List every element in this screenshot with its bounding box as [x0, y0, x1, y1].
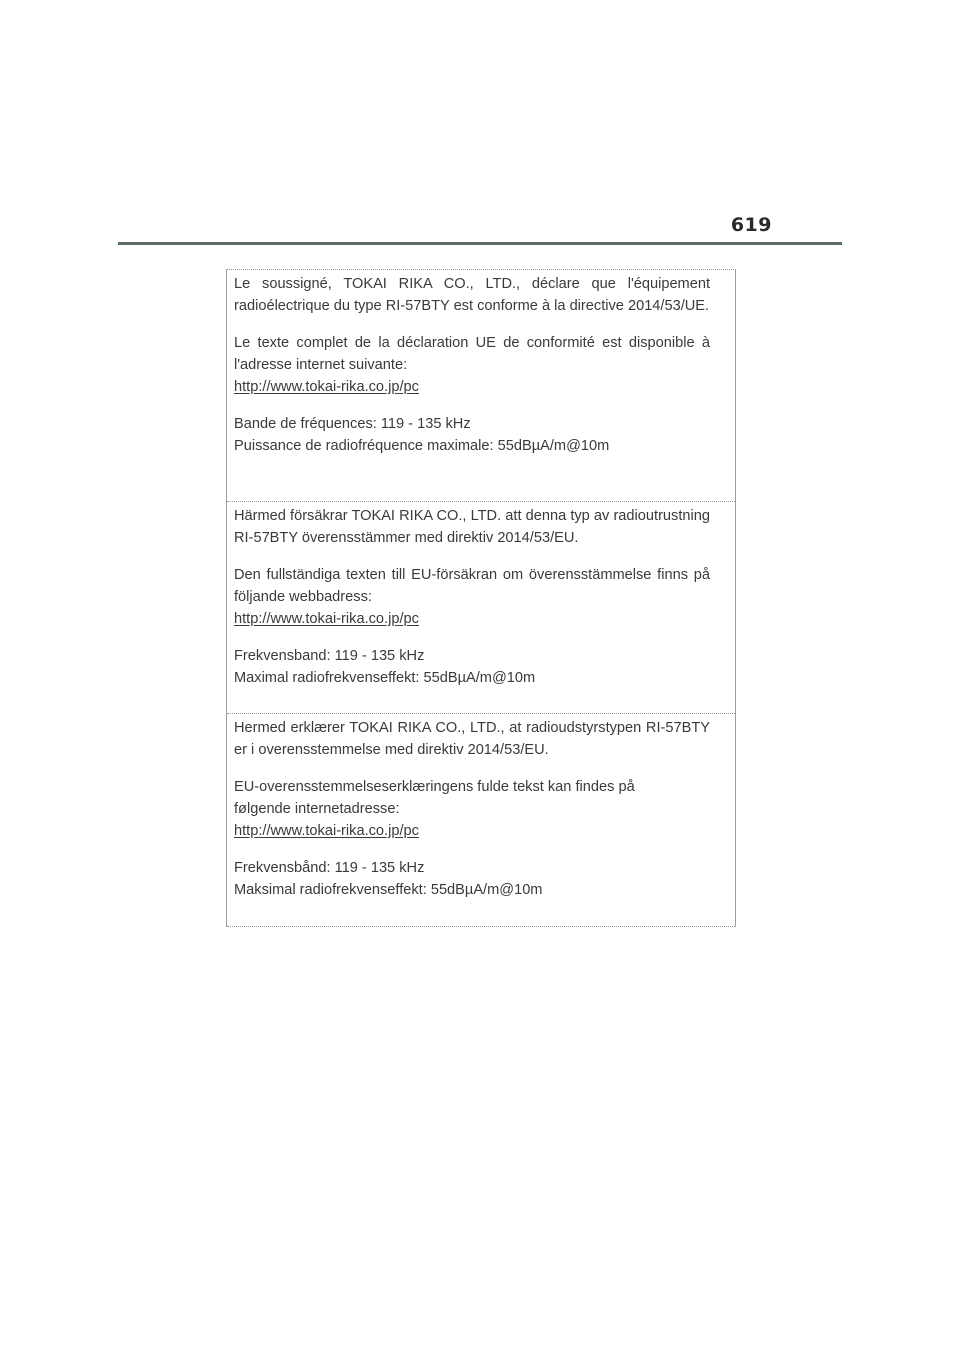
- declaration-availability-line2: følgende internetadresse:: [234, 801, 400, 817]
- max-power: Maksimal radiofrekvenseffekt: 55dBµA/m@10m: [234, 882, 543, 898]
- max-power: Maximal radiofrekvenseffekt: 55dBµA/m@10m: [234, 670, 536, 686]
- declaration-availability-line1: EU-overensstemmelseserklæringens fulde tekst kan findes på: [234, 779, 635, 795]
- declaration-url-link[interactable]: http://www.tokai-rika.co.jp/pc: [234, 611, 419, 627]
- max-power: Puissance de radiofréquence maximale: 55dBµA/m@10m: [234, 438, 610, 454]
- declaration-intro: Le soussigné, TOKAI RIKA CO., LTD., déclare que l'équipement radioélectrique du type RI-57BTY est conforme à la directive 2014/53/UE.: [234, 276, 710, 314]
- declaration-availability: Den fullständiga texten till EU-försäkran om överensstämmelse finns på följande webbadress:: [234, 567, 710, 605]
- declaration-danish: [227, 714, 735, 927]
- declaration-swedish: [227, 502, 735, 714]
- page-number: 619: [730, 214, 772, 236]
- declaration-availability: Le texte complet de la déclaration UE de conformité est disponible à l'adresse internet suivante:: [234, 335, 710, 373]
- header-rule: [118, 242, 842, 245]
- frequency-band: Frekvensbånd: 119 - 135 kHz: [234, 860, 425, 876]
- declaration-intro: Hermed erklærer TOKAI RIKA CO., LTD., at radioudstyrstypen RI-57BTY er i overensstemmelse med direktiv 2014/53/EU.: [234, 720, 710, 758]
- declaration-url-link[interactable]: http://www.tokai-rika.co.jp/pc: [234, 823, 419, 839]
- declarations-table: [226, 269, 736, 927]
- frequency-band: Frekvensband: 119 - 135 kHz: [234, 648, 425, 664]
- frequency-band: Bande de fréquences: 119 - 135 kHz: [234, 416, 471, 432]
- declaration-intro: Härmed försäkrar TOKAI RIKA CO., LTD. att denna typ av radioutrustning RI-57BTY överensstämmer med direktiv 2014/53/EU.: [234, 508, 710, 546]
- declaration-url-link[interactable]: http://www.tokai-rika.co.jp/pc: [234, 379, 419, 395]
- declaration-french: [227, 270, 735, 502]
